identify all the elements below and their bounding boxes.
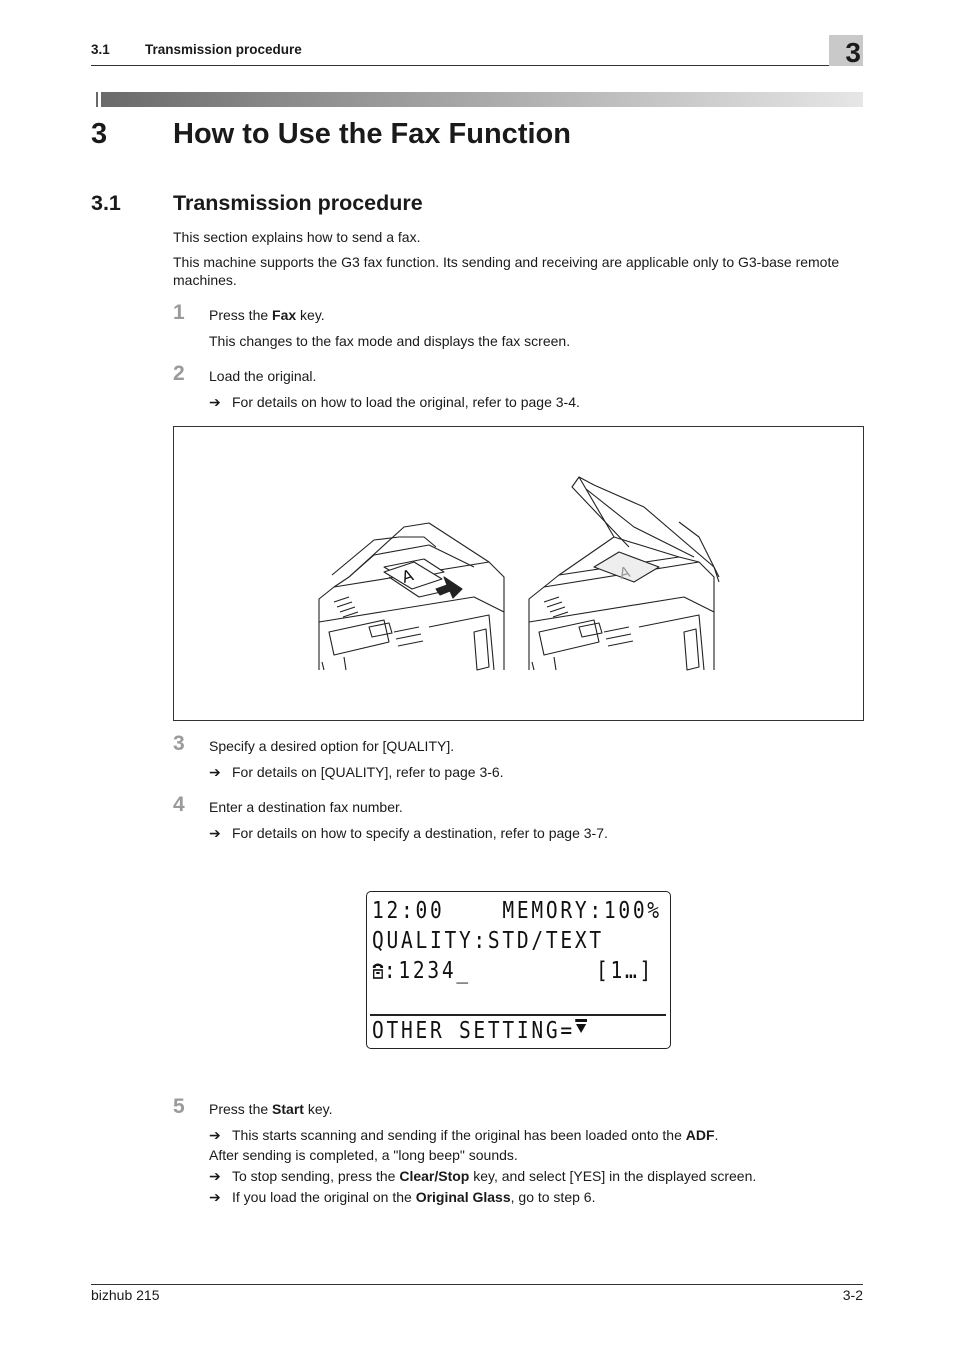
start-key-label: Start bbox=[272, 1101, 304, 1117]
step-1-detail: This changes to the fax mode and displays the fax screen. bbox=[209, 333, 571, 349]
chapter-badge: 3 bbox=[829, 35, 863, 66]
lcd-line-2: QUALITY:STD/TEXT bbox=[372, 928, 604, 954]
header-rule bbox=[91, 65, 863, 66]
fax-key-label: Fax bbox=[272, 307, 297, 323]
step-number: 5 bbox=[173, 1095, 185, 1118]
arrow-icon: ➔ bbox=[209, 394, 221, 410]
step-2-reference: ➔ For details on how to load the original, refer to page 3-4. bbox=[209, 394, 580, 410]
fax-phone-icon bbox=[372, 960, 384, 980]
down-arrow-icon bbox=[575, 1018, 587, 1036]
step-4-reference: ➔ For details on how to specify a destination, refer to page 3-7. bbox=[209, 825, 608, 841]
arrow-icon: ➔ bbox=[209, 1168, 221, 1184]
fax-lcd-screen bbox=[366, 891, 671, 1049]
step-number: 1 bbox=[173, 301, 185, 324]
header-section-title: Transmission procedure bbox=[145, 42, 302, 57]
platen-machine-drawing bbox=[529, 477, 719, 670]
svg-text:A: A bbox=[399, 565, 416, 587]
step-5-note-2: ➔ To stop sending, press the Clear/Stop key, and select [YES] in the displayed screen. bbox=[209, 1168, 757, 1184]
lcd-line-1: 12:00 MEMORY:100% bbox=[372, 898, 662, 924]
step-1-text: Press the Fax key. bbox=[209, 307, 325, 323]
step-number: 4 bbox=[173, 793, 185, 816]
step-number: 3 bbox=[173, 732, 185, 755]
intro-paragraph-2b: machines. bbox=[173, 272, 237, 288]
arrow-icon: ➔ bbox=[209, 1127, 221, 1143]
step-5-note-1: ➔ This starts scanning and sending if the original has been loaded onto the ADF. bbox=[209, 1127, 719, 1143]
section-number: 3.1 bbox=[91, 191, 121, 215]
footer-model: bizhub 215 bbox=[91, 1287, 160, 1303]
lcd-page-indicator: [1…] bbox=[596, 958, 654, 984]
arrow-icon: ➔ bbox=[209, 764, 221, 780]
step-2-text: Load the original. bbox=[209, 368, 317, 384]
footer-rule bbox=[91, 1284, 863, 1285]
intro-paragraph-2a: This machine supports the G3 fax function. Its sending and receiving are applicable only to G3-base remote bbox=[173, 254, 840, 270]
lcd-divider bbox=[370, 1014, 666, 1016]
section-heading bbox=[91, 191, 423, 216]
step-5-note-3: ➔ If you load the original on the Original Glass, go to step 6. bbox=[209, 1189, 596, 1205]
arrow-icon: ➔ bbox=[209, 825, 221, 841]
header-section-number: 3.1 bbox=[91, 42, 110, 57]
adf-machine-drawing bbox=[319, 523, 504, 670]
step-5-note-1-continued: After sending is completed, a "long beep" sounds. bbox=[209, 1147, 518, 1163]
step-4-text: Enter a destination fax number. bbox=[209, 799, 403, 815]
lcd-fax-number: :1234_ bbox=[383, 958, 471, 984]
intro-paragraph-1: This section explains how to send a fax. bbox=[173, 229, 421, 245]
chapter-heading bbox=[91, 118, 571, 151]
chapter-title: How to Use the Fax Function bbox=[173, 118, 571, 150]
lcd-other-setting: OTHER SETTING= bbox=[372, 1018, 575, 1044]
running-header bbox=[91, 42, 302, 57]
footer-page-number: 3-2 bbox=[842, 1287, 863, 1303]
step-number: 2 bbox=[173, 362, 185, 385]
lcd-line-3 bbox=[372, 958, 471, 984]
section-title: Transmission procedure bbox=[173, 191, 423, 215]
step-3-text: Specify a desired option for [QUALITY]. bbox=[209, 738, 455, 754]
arrow-icon: ➔ bbox=[209, 1189, 221, 1205]
chapter-number: 3 bbox=[91, 118, 108, 150]
lcd-line-4 bbox=[372, 1018, 587, 1044]
svg-text:A: A bbox=[617, 562, 632, 583]
step-5-text: Press the Start key. bbox=[209, 1101, 333, 1117]
loading-original-figure bbox=[173, 426, 864, 721]
copier-illustration bbox=[174, 427, 865, 722]
chapter-gradient-bar bbox=[91, 92, 863, 107]
step-3-reference: ➔ For details on [QUALITY], refer to page 3-6. bbox=[209, 764, 504, 780]
